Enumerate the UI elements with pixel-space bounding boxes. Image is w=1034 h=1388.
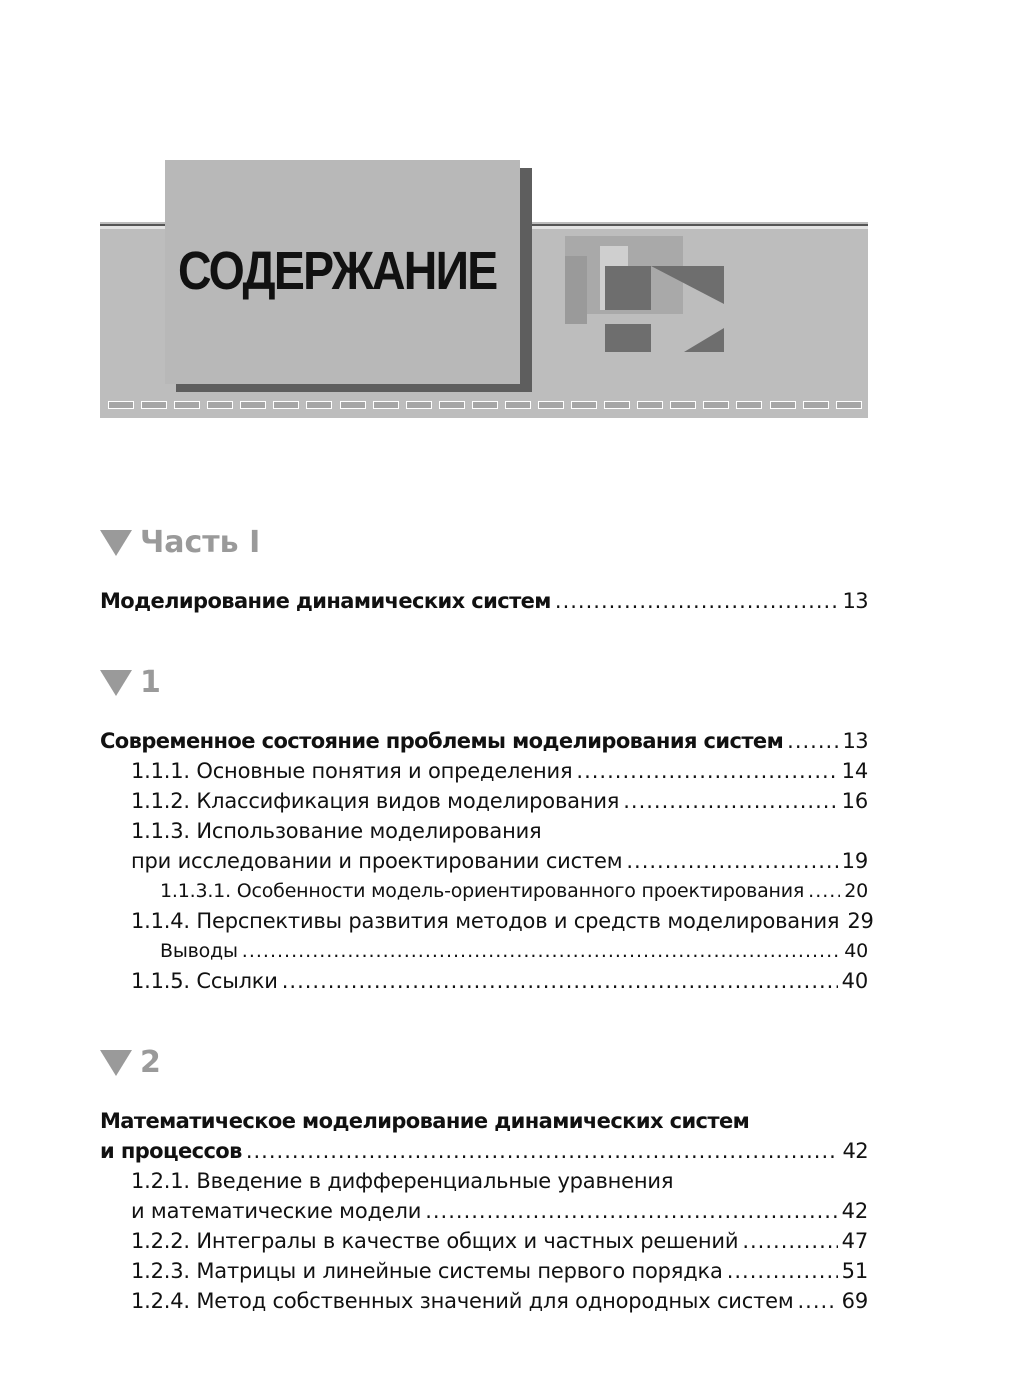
toc-entry-continuation[interactable] xyxy=(100,1196,868,1226)
chapter-heading xyxy=(100,660,868,706)
dot-leader xyxy=(425,1196,837,1226)
toc-entry-title: Моделирование динамических систем xyxy=(100,589,551,613)
toc-entry-page: 13 xyxy=(842,729,868,753)
dot-leader xyxy=(623,786,837,816)
toc-entry-page: 16 xyxy=(841,789,868,813)
toc-entry[interactable] xyxy=(100,906,874,936)
toc-entry-title: 1.2.2. Интегралы в качестве общих и частных решений xyxy=(131,1229,739,1253)
toc-entry-title: 1.1.5. Ссылки xyxy=(131,969,278,993)
dot-leader xyxy=(246,1136,839,1166)
dot-leader xyxy=(787,726,838,756)
dot-leader xyxy=(576,756,837,786)
chapter-heading-label: 1 xyxy=(140,665,161,700)
triangle-down-icon xyxy=(100,1050,132,1076)
toc-entry-title: и процессов xyxy=(100,1139,242,1163)
chapter-heading xyxy=(100,1040,868,1086)
dot-leader xyxy=(555,586,839,616)
dot-leader xyxy=(242,936,840,966)
toc-entry-page: 51 xyxy=(841,1259,868,1283)
toc-entry-title: Математическое моделирование динамических систем xyxy=(100,1109,750,1133)
triangle-down-icon xyxy=(100,670,132,696)
toc-entry[interactable] xyxy=(100,876,868,906)
triangle-down-icon xyxy=(100,530,132,556)
toc-entry-page: 69 xyxy=(841,1289,868,1313)
toc-entry-page: 42 xyxy=(842,1139,868,1163)
toc-entry[interactable] xyxy=(100,1166,868,1196)
toc-entry[interactable] xyxy=(100,726,868,756)
page-title: СОДЕРЖАНИЕ xyxy=(178,241,497,301)
toc-entry-title: 1.2.3. Матрицы и линейные системы первого порядка xyxy=(131,1259,723,1283)
dot-leader xyxy=(808,876,840,906)
toc-entry[interactable] xyxy=(100,786,868,816)
toc-entry-title: 1.1.3. Использование моделирования xyxy=(131,819,542,843)
toc-entry[interactable] xyxy=(100,1106,868,1136)
toc-entry-page: 14 xyxy=(841,759,868,783)
banner-dash-strip xyxy=(108,398,862,412)
dot-leader xyxy=(742,1226,837,1256)
toc-entry-title: и математические модели xyxy=(131,1199,422,1223)
toc-entry-page: 40 xyxy=(844,940,868,962)
toc-entry-page: 40 xyxy=(841,969,868,993)
toc-entry[interactable] xyxy=(100,1256,868,1286)
part-heading-label: Часть I xyxy=(140,525,261,560)
dot-leader xyxy=(282,966,838,996)
toc-entry-continuation[interactable] xyxy=(100,1136,868,1166)
toc-entry[interactable] xyxy=(100,586,868,616)
toc-entry-title: Выводы xyxy=(160,940,238,962)
toc-entry-title: 1.2.1. Введение в дифференциальные уравнения xyxy=(131,1169,674,1193)
toc-entry[interactable] xyxy=(100,816,868,846)
dot-leader xyxy=(626,846,837,876)
toc-body xyxy=(100,520,874,1316)
toc-entry[interactable] xyxy=(100,756,868,786)
toc-entry-title: при исследовании и проектировании систем xyxy=(131,849,623,873)
toc-entry[interactable] xyxy=(100,936,868,966)
toc-entry-page: 29 xyxy=(847,909,874,933)
dot-leader xyxy=(727,1256,838,1286)
toc-entry-continuation[interactable] xyxy=(100,846,868,876)
toc-entry[interactable] xyxy=(100,966,868,996)
dot-leader xyxy=(798,1286,838,1316)
toc-entry-title: 1.2.4. Метод собственных значений для однородных систем xyxy=(131,1289,794,1313)
toc-entry-page: 20 xyxy=(844,880,868,902)
part-heading xyxy=(100,520,868,566)
toc-entry-title: 1.1.1. Основные понятия и определения xyxy=(131,759,573,783)
toc-entry[interactable] xyxy=(100,1226,868,1256)
toc-entry-title: Современное состояние проблемы моделирования систем xyxy=(100,729,784,753)
toc-entry-title: 1.1.3.1. Особенности модель-ориентированного проектирования xyxy=(160,880,805,902)
toc-entry-page: 47 xyxy=(841,1229,868,1253)
contents-banner xyxy=(0,0,1034,430)
decorative-shapes-icon xyxy=(560,232,740,362)
toc-entry-page: 19 xyxy=(841,849,868,873)
toc-entry-page: 42 xyxy=(841,1199,868,1223)
chapter-heading-label: 2 xyxy=(140,1045,161,1080)
toc-entry-page: 13 xyxy=(842,589,868,613)
toc-entry[interactable] xyxy=(100,1286,868,1316)
toc-entry-title: 1.1.4. Перспективы развития методов и средств моделирования xyxy=(131,909,840,933)
toc-entry-title: 1.1.2. Классификация видов моделирования xyxy=(131,789,620,813)
